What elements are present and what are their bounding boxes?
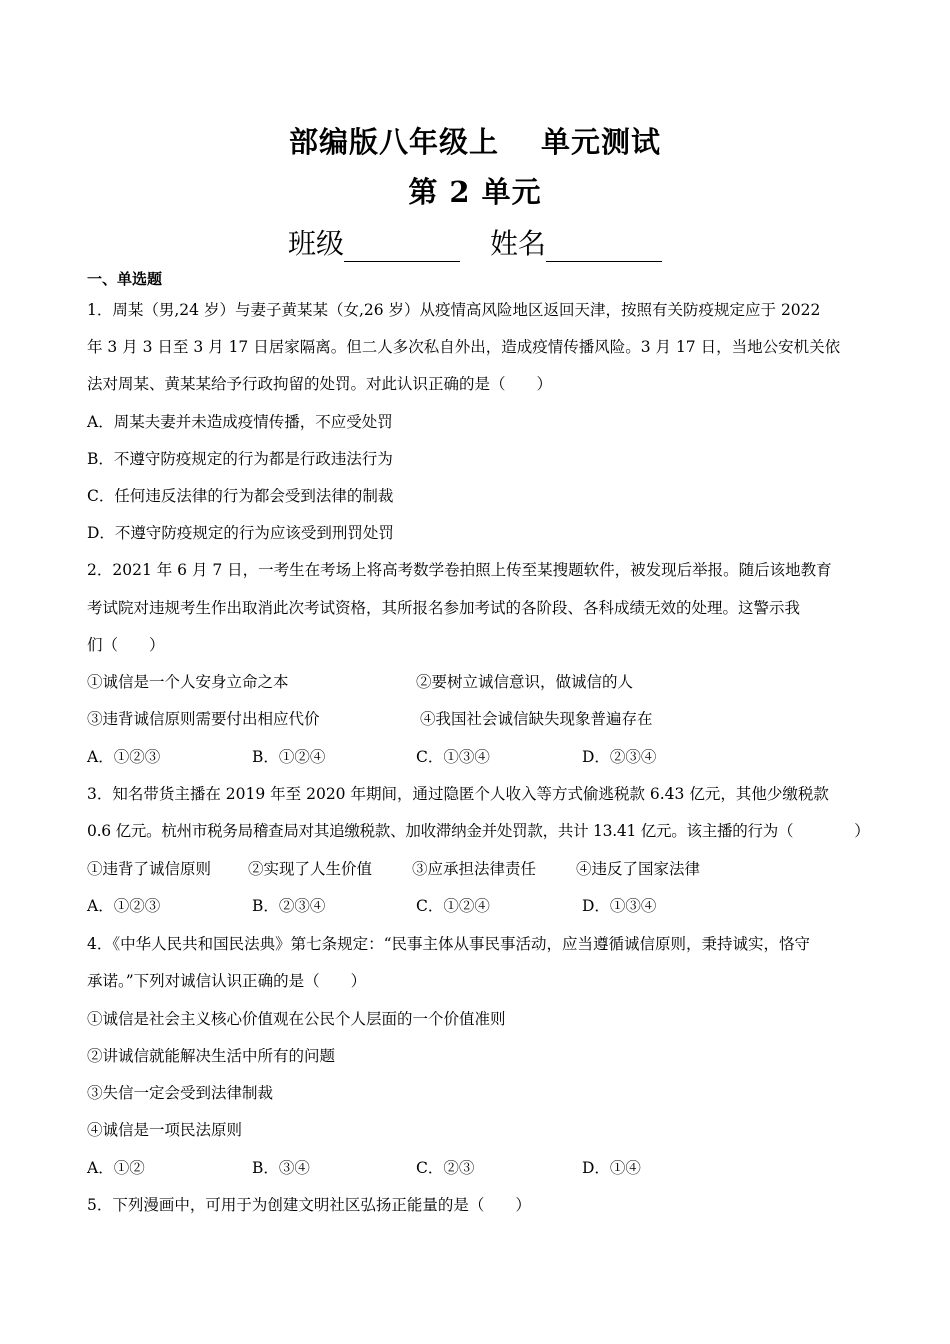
unit-title: 第 2 单元 xyxy=(408,175,542,209)
q2-statement-3: ③违背诚信原则需要付出相应代价 xyxy=(87,710,320,728)
q4-statement-4: ④诚信是一项民法原则 xyxy=(87,1121,243,1139)
q2-option-c[interactable]: C．①③④ xyxy=(416,748,490,766)
title-left: 部编版八年级上 xyxy=(288,125,499,159)
q2-line-2: 考试院对违规考生作出取消此次考试资格，其所报名参加考试的各阶段、各科成绩无效的处理。这警示我 xyxy=(87,599,801,617)
section-title: 一、单选题 xyxy=(87,270,163,288)
q3-option-d[interactable]: D．①③④ xyxy=(582,897,657,915)
q2-line-3: 们（ ） xyxy=(87,636,165,654)
q4-option-d[interactable]: D．①④ xyxy=(582,1159,641,1177)
class-blank[interactable] xyxy=(344,233,460,262)
student-info xyxy=(0,222,950,262)
q1-line-1: 1．周某（男,24 岁）与妻子黄某某（女,26 岁）从疫情高风险地区返回天津，按照有关防疫规定应于 2022 xyxy=(87,301,821,319)
q4-line-1: 4．《中华人民共和国民法典》第七条规定：“民事主体从事民事活动，应当遵循诚信原则，秉持诚实，恪守 xyxy=(87,935,811,953)
q4-option-a[interactable]: A．①② xyxy=(87,1159,145,1177)
q1-option-a[interactable]: A．周某夫妻并未造成疫情传播，不应受处罚 xyxy=(87,413,393,431)
q3-option-a[interactable]: A．①②③ xyxy=(87,897,161,915)
q4-statement-2: ②讲诚信就能解决生活中所有的问题 xyxy=(87,1047,336,1065)
class-label: 班级 xyxy=(287,227,344,260)
q3-statement-2: ②实现了人生价值 xyxy=(248,860,373,878)
q2-option-b[interactable]: B．①②④ xyxy=(252,748,326,766)
name-label: 姓名 xyxy=(490,227,547,260)
q2-statement-4: ④我国社会诚信缺失现象普遍存在 xyxy=(420,710,653,728)
q2-line-1: 2．2021 年 6 月 7 日，一考生在考场上将高考数学卷拍照上传至某搜题软件，被发现后举报。随后该地教育 xyxy=(87,561,832,579)
q1-line-3: 法对周某、黄某某给予行政拘留的处罚。对此认识正确的是（ ） xyxy=(87,375,553,393)
q1-option-b[interactable]: B．不遵守防疫规定的行为都是行政违法行为 xyxy=(87,450,393,468)
q1-line-2: 年 3 月 3 日至 3 月 17 日居家隔离。但二人多次私自外出，造成疫情传播风险。3 月 17 日，当地公安机关依 xyxy=(87,338,841,356)
q2-statement-1: ①诚信是一个人安身立命之本 xyxy=(87,673,289,691)
q2-statement-2: ②要树立诚信意识，做诚信的人 xyxy=(416,673,634,691)
q1-option-d[interactable]: D．不遵守防疫规定的行为应该受到刑罚处罚 xyxy=(87,524,394,542)
q4-option-c[interactable]: C．②③ xyxy=(416,1159,475,1177)
q3-statement-1: ①违背了诚信原则 xyxy=(87,860,212,878)
q3-line-2: 0.6 亿元。杭州市税务局稽查局对其追缴税款、加收滞纳金并处罚款，共计 13.41 亿元。该主播的行为（ ） xyxy=(87,822,870,840)
q4-statement-3: ③失信一定会受到法律制裁 xyxy=(87,1084,274,1102)
q4-option-b[interactable]: B．③④ xyxy=(252,1159,310,1177)
q3-option-c[interactable]: C．①②④ xyxy=(416,897,490,915)
q3-statement-4: ④违反了国家法律 xyxy=(576,860,701,878)
q4-statement-1: ①诚信是社会主义核心价值观在公民个人层面的一个价值准则 xyxy=(87,1010,506,1028)
q5-line-1: 5．下列漫画中，可用于为创建文明社区弘扬正能量的是（ ） xyxy=(87,1196,531,1214)
title-right: 单元测试 xyxy=(541,125,662,159)
name-blank[interactable] xyxy=(546,233,662,262)
q2-option-a[interactable]: A．①②③ xyxy=(87,748,161,766)
q2-option-d[interactable]: D．②③④ xyxy=(582,748,657,766)
q3-line-1: 3．知名带货主播在 2019 年至 2020 年期间，通过隐匿个人收入等方式偷逃税款 6.43 亿元，其他少缴税款 xyxy=(87,785,829,803)
q1-option-c[interactable]: C．任何违反法律的行为都会受到法律的制裁 xyxy=(87,487,394,505)
q4-line-2: 承诺。”下列对诚信认识正确的是（ ） xyxy=(87,972,367,990)
q3-statement-3: ③应承担法律责任 xyxy=(412,860,537,878)
q3-option-b[interactable]: B．②③④ xyxy=(252,897,326,915)
exam-title xyxy=(0,120,950,161)
